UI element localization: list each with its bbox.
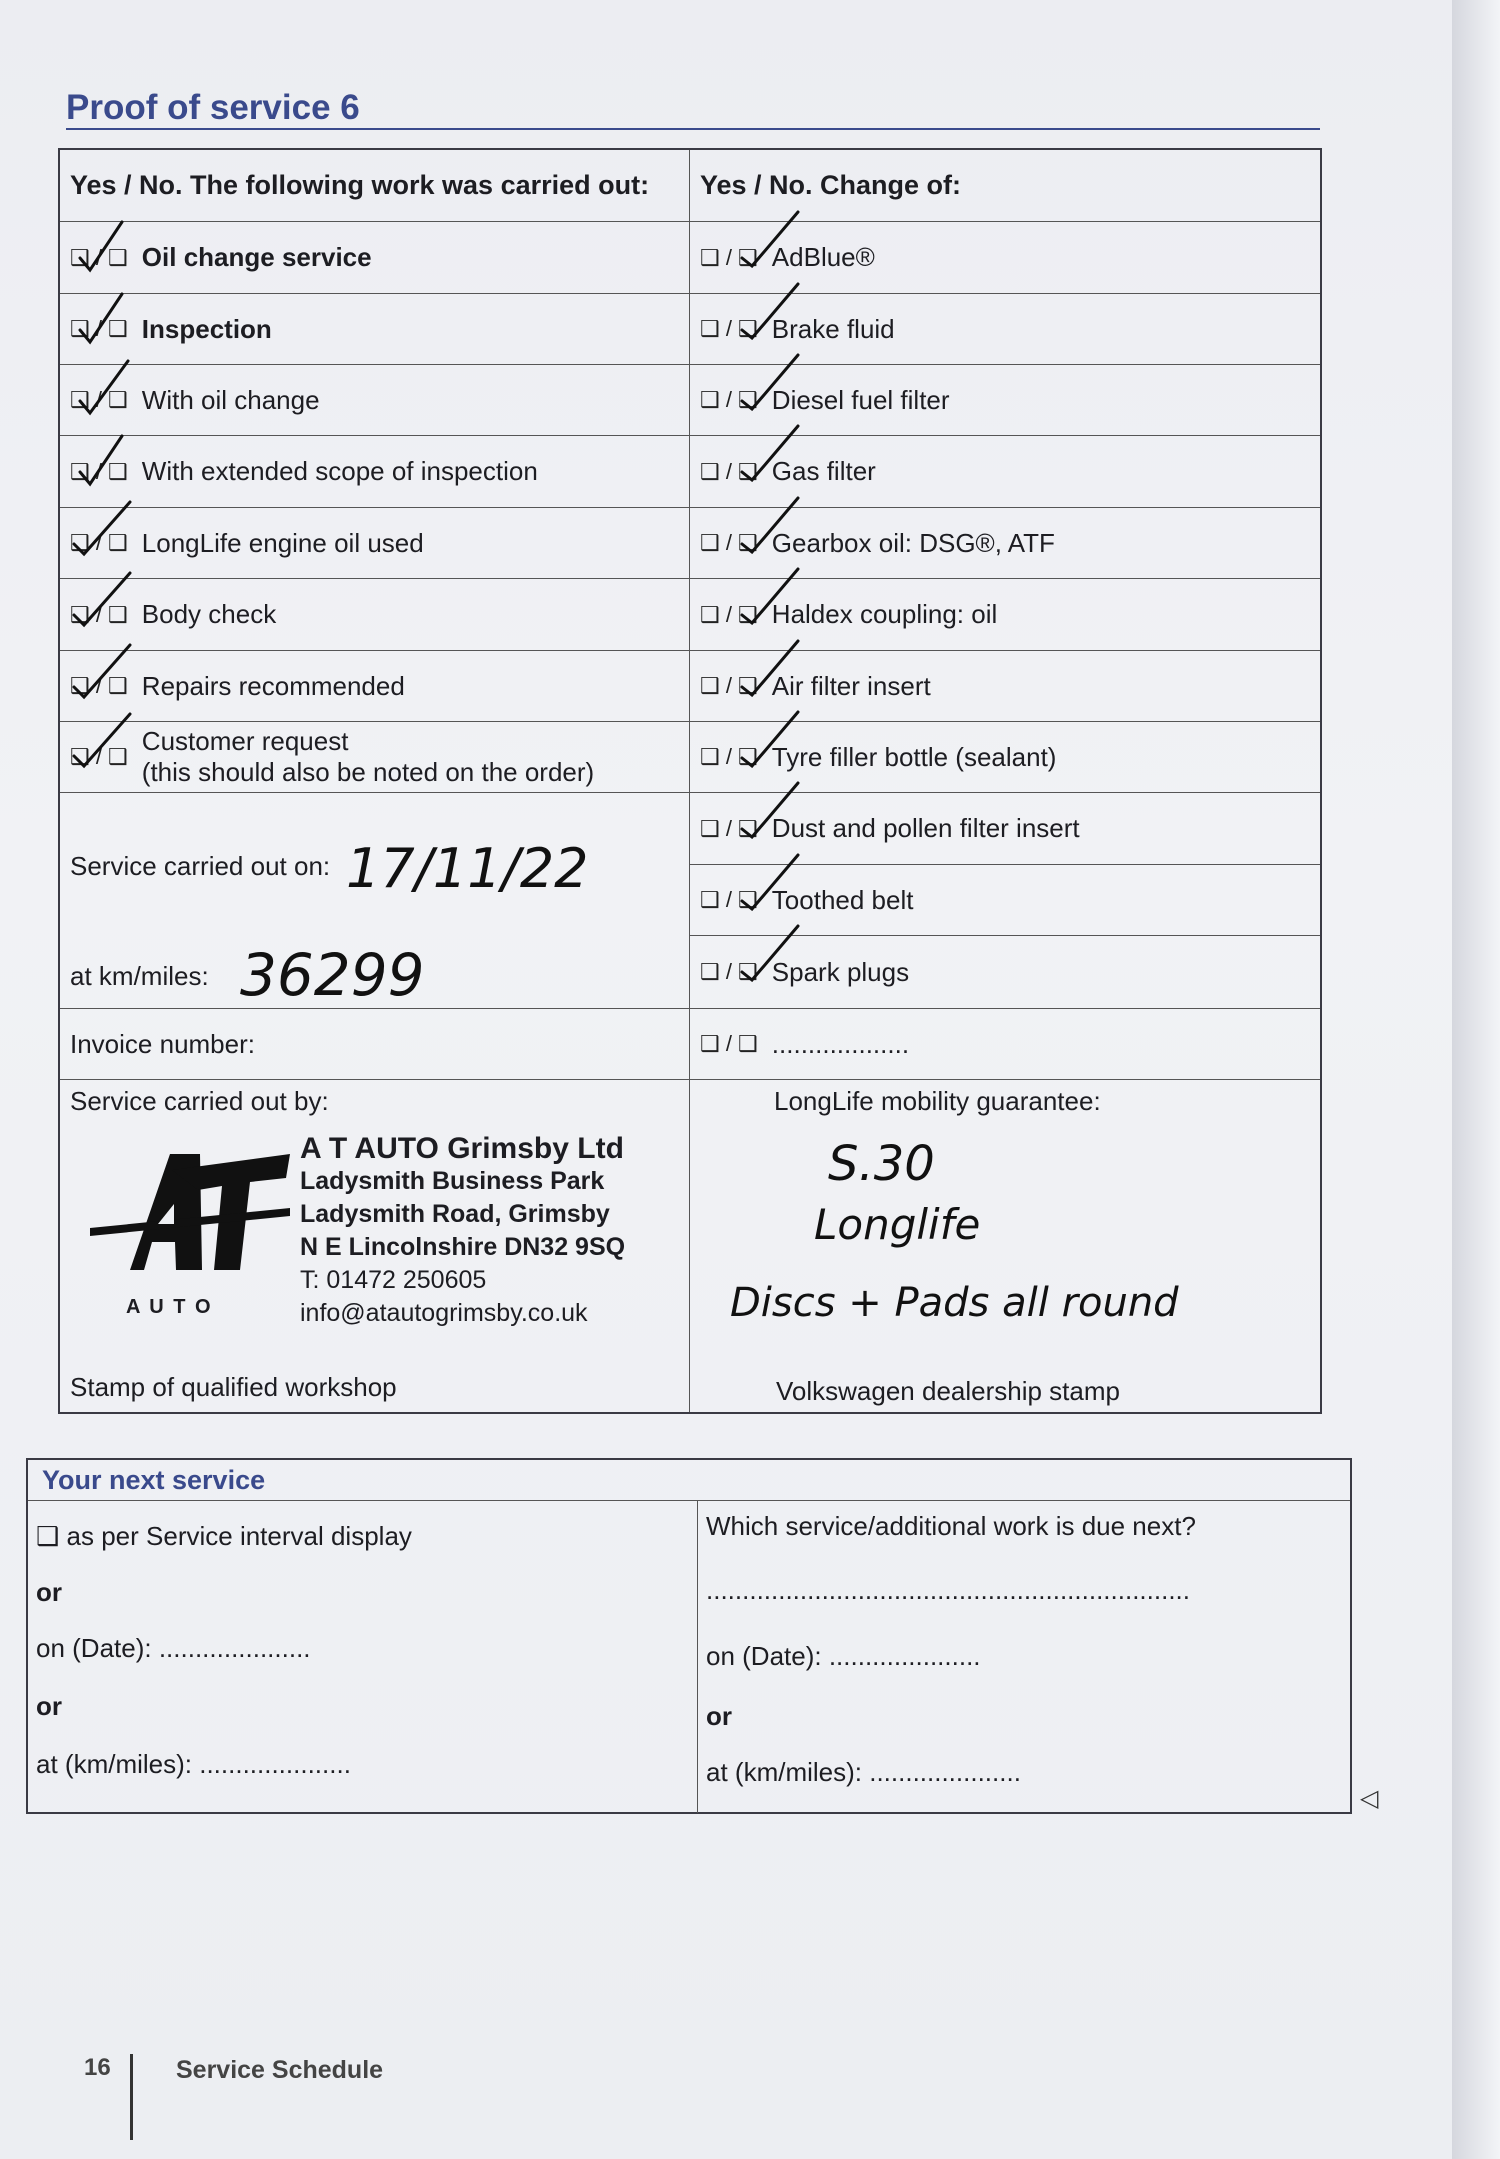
table-row (60, 508, 1320, 579)
table-header-row (60, 150, 1320, 222)
workshop-phone: T: 01472 250605 (300, 1266, 487, 1294)
workshop-address (300, 1132, 625, 1330)
yes-no-checkbox[interactable]: ❑ / ❑ (70, 387, 128, 412)
logo-sub-text: A U T O (126, 1296, 213, 1318)
yes-no-checkbox[interactable]: ❑ / ❑ (70, 744, 128, 769)
footer-label: Service Schedule (176, 2056, 384, 2084)
item-label: AdBlue® (771, 242, 875, 272)
item-label: Body check (141, 599, 277, 629)
item-label: Diesel fuel filter (771, 384, 950, 415)
item-label-note: (this should also be noted on the order) (141, 757, 595, 787)
workshop-email: info@atautogrimsby.co.uk (300, 1299, 588, 1327)
next-date-field[interactable]: on (Date): ..................... (36, 1633, 311, 1663)
page-number: 16 (84, 2054, 111, 2081)
yes-no-checkbox[interactable]: ❑ / ❑ (70, 458, 128, 484)
item-label: LongLife engine oil used (141, 527, 424, 558)
service-date-label: Service carried out on: (70, 851, 331, 881)
table-row (60, 1009, 1320, 1080)
table-row (690, 936, 1320, 1008)
or-label: or (706, 1701, 732, 1731)
stamp-label: Stamp of qualified workshop (70, 1372, 397, 1402)
or-label: or (36, 1577, 62, 1607)
table-row (60, 436, 1320, 508)
yes-no-checkbox[interactable]: ❑ / ❑ (70, 316, 128, 341)
yes-no-checkbox[interactable]: ❑ / ❑ (70, 244, 128, 270)
title-rule (66, 128, 1320, 130)
invoice-label: Invoice number: (60, 1009, 690, 1079)
which-service-label: Which service/additional work is due next? (706, 1511, 1196, 1541)
stamp-area (60, 1080, 1320, 1412)
item-label: Toothed belt (771, 884, 914, 915)
date-mileage-block (60, 793, 1320, 1009)
page-title: Proof of service 6 (66, 88, 360, 127)
interval-display-checkbox[interactable]: ❑ as per Service interval display (36, 1521, 412, 1551)
yes-no-checkbox[interactable]: ❑ / ❑ (700, 244, 758, 270)
table-row (60, 651, 1320, 722)
guarantee-note-1[interactable]: S.30 (828, 1136, 935, 1192)
yes-no-checkbox[interactable]: ❑ / ❑ (700, 316, 758, 341)
table-row (60, 294, 1320, 365)
yes-no-checkbox[interactable]: ❑ / ❑ (700, 458, 758, 484)
km-label: at km/miles: (70, 961, 209, 991)
table-row (60, 722, 1320, 793)
item-label: Repairs recommended (141, 670, 405, 701)
table-row (60, 222, 1320, 294)
yes-no-checkbox[interactable]: ❑ / ❑ (70, 673, 128, 698)
dealer-stamp-label: Volkswagen dealership stamp (776, 1376, 1120, 1406)
service-date-value[interactable]: 17/11/22 (346, 837, 589, 900)
yes-no-checkbox[interactable]: ❑ / ❑ (70, 601, 128, 627)
item-label: Customer request (141, 726, 349, 756)
next-km-field[interactable]: at (km/miles): ..................... (36, 1749, 351, 1779)
guarantee-note-2[interactable]: Longlife (814, 1200, 981, 1249)
workshop-name: A T AUTO Grimsby Ltd (300, 1132, 624, 1165)
table-row (690, 793, 1320, 865)
item-label: With extended scope of inspection (141, 456, 538, 486)
next-service-title: Your next service (28, 1460, 1350, 1501)
next-km-field-right[interactable]: at (km/miles): ..................... (706, 1757, 1021, 1787)
item-label: Oil change service (141, 242, 372, 272)
yes-no-checkbox[interactable]: ❑ / ❑ (700, 601, 758, 627)
dealer-stamp (690, 1080, 1320, 1412)
service-table (58, 148, 1322, 1414)
yes-no-checkbox[interactable]: ❑ / ❑ (70, 530, 128, 555)
yes-no-checkbox[interactable]: ❑ / ❑ (700, 530, 758, 555)
item-label: Brake fluid (771, 313, 895, 344)
table-row (60, 579, 1320, 651)
next-date-field-right[interactable]: on (Date): ..................... (706, 1641, 981, 1671)
workshop-addr2: Ladysmith Road, Grimsby (300, 1200, 610, 1228)
which-service-field[interactable]: ................................................................... (706, 1575, 1190, 1605)
item-label: Air filter insert (771, 670, 931, 701)
carried-by-label: Service carried out by: (70, 1086, 329, 1116)
table-row (60, 365, 1320, 436)
km-value[interactable]: 36299 (240, 941, 425, 1009)
guarantee-note-3[interactable]: Discs + Pads all round (730, 1280, 1179, 1326)
yes-no-checkbox[interactable]: ❑ / ❑ (700, 959, 758, 984)
workshop-addr3: N E Lincolnshire DN32 9SQ (300, 1233, 626, 1261)
footer-divider (130, 2054, 133, 2140)
logo-icon (90, 1150, 300, 1320)
yes-no-checkbox[interactable]: ❑ / ❑ (700, 1031, 758, 1056)
item-label: Inspection (141, 313, 272, 344)
or-label: or (36, 1691, 62, 1721)
item-label: Tyre filler bottle (sealant) (771, 741, 1057, 772)
item-label: Gas filter (771, 456, 876, 486)
item-label: Dust and pollen filter insert (771, 813, 1080, 843)
item-label: Gearbox oil: DSG®, ATF (771, 527, 1055, 558)
yes-no-checkbox[interactable]: ❑ / ❑ (700, 387, 758, 412)
workshop-addr1: Ladysmith Business Park (300, 1167, 605, 1195)
page-edge (1452, 0, 1500, 2159)
item-label: With oil change (141, 384, 320, 415)
right-header: Yes / No. Change of: (700, 170, 962, 200)
workshop-stamp (60, 1080, 690, 1412)
yes-no-checkbox[interactable]: ❑ / ❑ (700, 887, 758, 912)
guarantee-label: LongLife mobility guarantee: (774, 1086, 1101, 1116)
next-service-box (26, 1458, 1352, 1814)
yes-no-checkbox[interactable]: ❑ / ❑ (700, 673, 758, 698)
yes-no-checkbox[interactable]: ❑ / ❑ (700, 744, 758, 769)
table-row (690, 865, 1320, 936)
item-label: Haldex coupling: oil (771, 599, 998, 629)
left-header: Yes / No. The following work was carried out: (60, 150, 690, 221)
yes-no-checkbox[interactable]: ❑ / ❑ (700, 815, 758, 841)
triangle-marker-icon: ◁ (1360, 1785, 1379, 1812)
item-label: Spark plugs (771, 956, 910, 987)
item-label: ................... (771, 1028, 910, 1059)
